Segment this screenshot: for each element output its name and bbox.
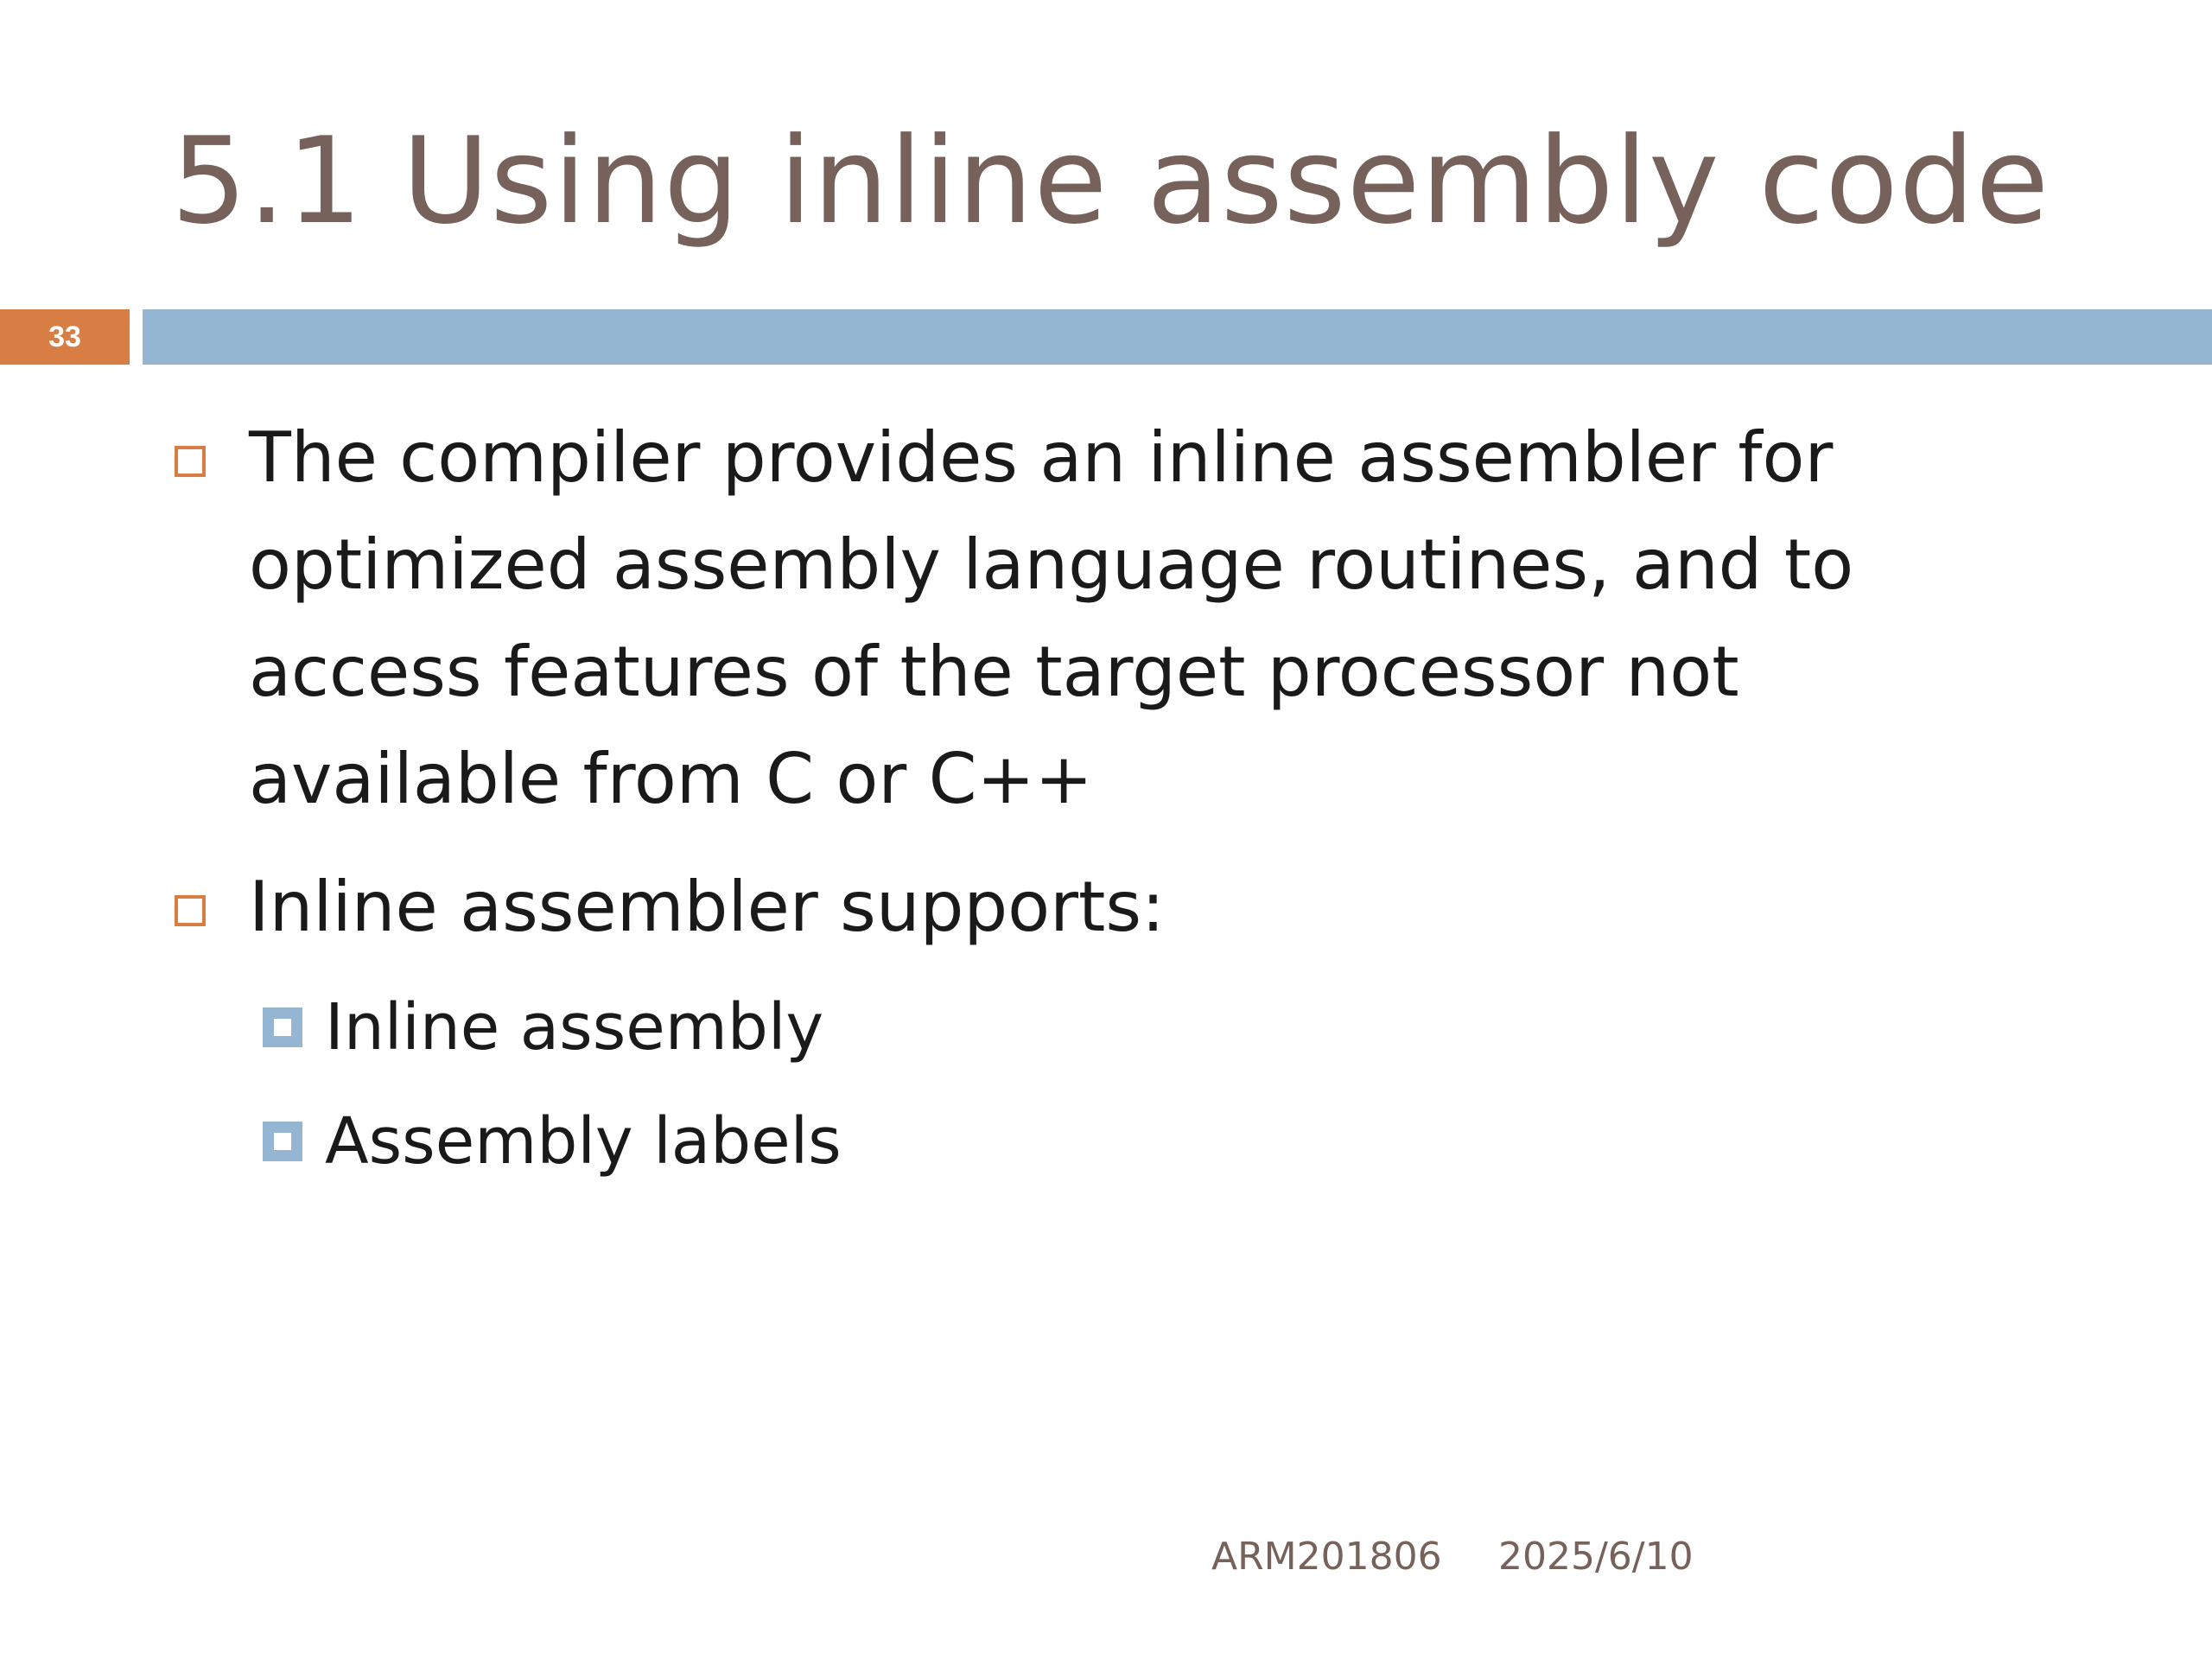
bullet-1-line-2: optimized assembly language routines, and to bbox=[249, 524, 1854, 605]
footer-date: 2025/6/10 bbox=[1498, 1535, 1694, 1579]
bullet-square-icon bbox=[175, 446, 206, 477]
bullet-1-line-1: The compiler provides an inline assembler for bbox=[249, 417, 1834, 498]
bullet-1-line-4: available from C or C++ bbox=[249, 739, 1093, 819]
slide-title: 5.1 Using inline assembly code bbox=[171, 111, 2050, 251]
title-divider-bar bbox=[143, 309, 2212, 365]
footer-course-id: ARM201806 bbox=[1211, 1535, 1442, 1579]
bullet-1-line-3: access features of the target processor not bbox=[249, 632, 1739, 712]
sub-bullet-assembly-labels: Assembly labels bbox=[325, 1104, 842, 1179]
sub-bullet-inline-assembly: Inline assembly bbox=[325, 990, 824, 1065]
sub-bullet-square-icon bbox=[263, 1007, 302, 1047]
slide-number-badge: 33 bbox=[0, 309, 130, 365]
bullet-2-line-1: Inline assembler supports: bbox=[249, 867, 1165, 947]
bullet-square-icon bbox=[175, 895, 206, 926]
sub-bullet-square-icon bbox=[263, 1122, 302, 1161]
